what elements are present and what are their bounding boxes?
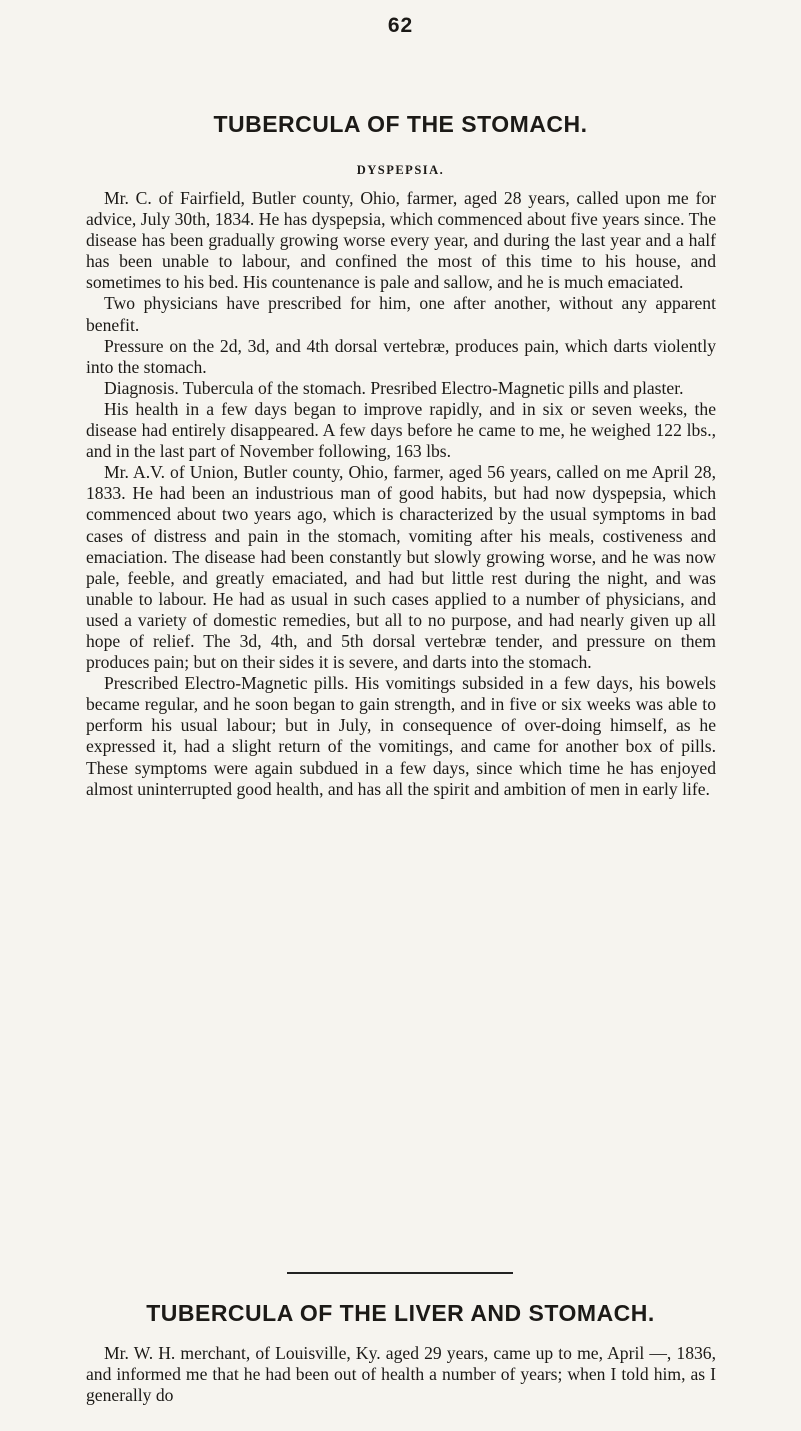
paragraph: His health in a few days began to improve rapidly, and in six or seven weeks, the disease had entirely disappeared. A few days before he came to me, he weighed 122 lbs., and in the last part of November following, 163 lbs.	[86, 398, 716, 462]
paragraph: Mr. A.V. of Union, Butler county, Ohio, farmer, aged 56 years, called on me April 28, 1833. He had been an industrious man of good habits, but had now dyspepsia, which commenced about two years ago, which is characterized by the usual symptoms in bad cases of distress and pain in the stomach, vomiting after his meals, costiveness and emaciation. The disease had been constantly but slowly growing worse, and he was now pale, feeble, and greatly emaciated, and had but little rest during the night, and was unable to labour. He had as usual in such cases applied to a number of physicians, and used a variety of domestic remedies, but all to no purpose, and had nearly given up all hope of relief. The 3d, 4th, and 5th dorsal vertebræ tender, and pressure on them produces pain; but on their sides it is severe, and darts into the stomach.	[86, 462, 716, 673]
paragraph: Mr. W. H. merchant, of Louisville, Ky. aged 29 years, came up to me, April —, 1836, and informed me that he had been out of health a number of years; when I told him, as I generally do	[86, 1343, 716, 1406]
paragraph: Pressure on the 2d, 3d, and 4th dorsal vertebræ, produces pain, which darts violently into the stomach.	[86, 335, 716, 377]
paragraph: Mr. C. of Fairfield, Butler county, Ohio, farmer, aged 28 years, called upon me for advice, July 30th, 1834. He has dyspepsia, which commenced about five years since. The disease has been gradually growing worse every year, and during the last year and a half has been unable to labour, and confined the most of this time to his house, and sometimes to his bed. His countenance is pale and sallow, and he is much emaciated.	[86, 188, 716, 293]
paragraph: Two physicians have prescribed for him, one after another, without any apparent benefit.	[86, 293, 716, 335]
section-title-stomach: TUBERCULA OF THE STOMACH.	[213, 111, 588, 137]
section-title-liver-and-stomach: TUBERCULA OF THE LIVER AND STOMACH.	[146, 1300, 655, 1326]
paragraph: Diagnosis. Tubercula of the stomach. Presribed Electro-Magnetic pills and plaster.	[104, 377, 684, 398]
section-divider	[287, 1272, 513, 1274]
section-subtitle-dyspepsia: DYSPEPSIA.	[356, 163, 445, 177]
section-body-liver-and-stomach	[86, 1343, 716, 1406]
section-body-stomach	[86, 188, 716, 800]
page-number: 62	[387, 14, 414, 37]
paragraph: Prescribed Electro-Magnetic pills. His vomitings subsided in a few days, his bowels became regular, and he soon began to gain strength, and in five or six weeks was able to perform his usual labour; but in July, in consequence of over-doing himself, as he expressed it, had a slight return of the vomitings, and came for another box of pills. These symptoms were again subdued in a few days, since which time he has enjoyed almost uninterrupted good health, and has all the spirit and ambition of men in early life.	[86, 673, 716, 799]
